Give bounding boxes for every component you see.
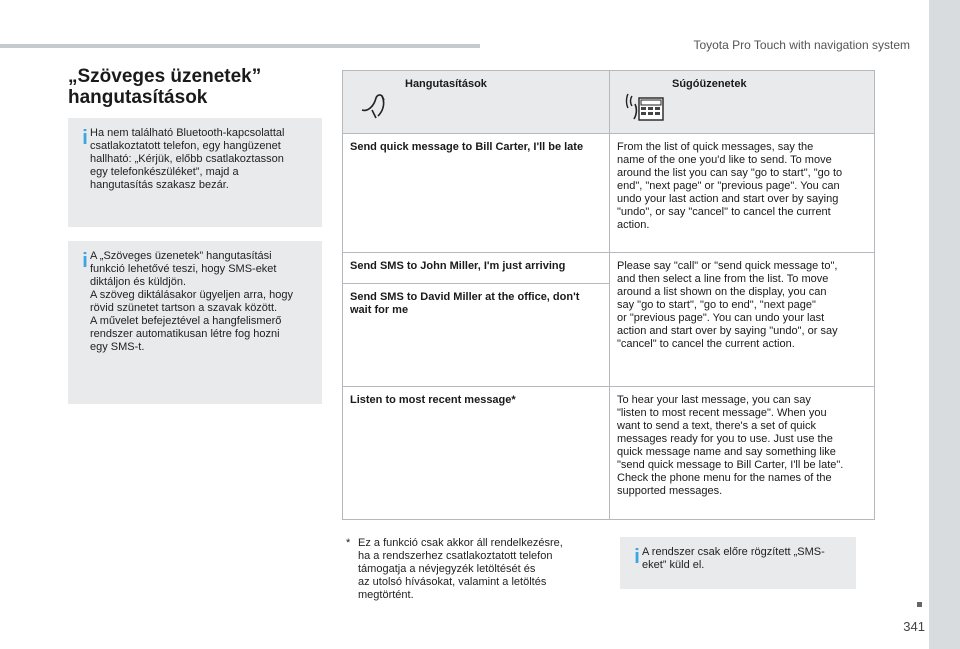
table-row [343, 253, 875, 284]
voice-command-table [342, 70, 875, 520]
info-box-text: Ha nem található Bluetooth-kapcsolattal csatlakoztatott telefon, egy hangüzenet hallható: „Kérjük, előbb csatlakoztasson egy telefonkészüléket”, majd a hangutasítás szakasz bezár. [90, 127, 285, 191]
page-edge-strip [929, 0, 960, 649]
command-cell: Send SMS to David Miller at the office, don't wait for me [343, 284, 610, 387]
command-cell: Listen to most recent message* [343, 387, 610, 520]
table-row [343, 134, 875, 253]
description-cell: From the list of quick messages, say the name of the one you'd like to send. To move around the list you can say "go to start", "go to end", "next page" or "previous page". You can undo your last action and start over by saying "undo", or say "cancel" to cancel the current action. [610, 134, 875, 253]
voice-help-message-icon [625, 88, 665, 122]
footnote-text: Ez a funkció csak akkor áll rendelkezésre, ha a rendszerhez csatlakoztatott telefon támogatja a névjegyzék letöltését és az utolsó hívásokat, valamint a letöltés megtörtént. [358, 537, 563, 601]
description-cell: Please say "call" or "send quick message to", and then select a line from the list. To move around a list shown on the display, you can say "go to start", "go to end", "next page" or "previous page". You can undo your last action and start over by saying "undo", or say "cancel" to cancel the current action. [610, 253, 875, 387]
info-icon: i [82, 127, 88, 149]
header-cell-commands [343, 71, 610, 134]
command-cell: Send quick message to Bill Carter, I'll be late [343, 134, 610, 253]
command-cell: Send SMS to John Miller, I'm just arriving [343, 253, 610, 284]
header-cell-help [610, 71, 875, 134]
running-header: Toyota Pro Touch with navigation system [693, 38, 910, 52]
info-box-text: A rendszer csak előre rögzített „SMS- eket” küld el. [642, 546, 825, 571]
header-label: Súgóüzenetek [672, 78, 747, 90]
info-icon: i [634, 546, 640, 568]
page-number: 341 [903, 619, 925, 634]
voice-command-icon [358, 88, 392, 120]
footnote-marker: * [346, 537, 351, 549]
header-label: Hangutasítások [405, 78, 487, 90]
info-box-text: A „Szöveges üzenetek” hangutasítási funkció lehetővé teszi, hogy SMS-eket diktáljon és küldjön. A szöveg diktálásakor ügyeljen arra, hogy rövid szünetet tartson a szavak között. A művelet befejeztével a hangfelismerő rendszer automatikusan létre fog hozni egy SMS-t. [90, 250, 294, 353]
table-row [343, 387, 875, 520]
info-box-bluetooth [68, 118, 322, 227]
info-box-dictation [68, 241, 322, 404]
continuation-marker [917, 602, 922, 607]
description-cell: To hear your last message, you can say "listen to most recent message". When you want to send a text, there's a set of quick messages ready for you to use. Just use the quick message name and say something like "send quick message to Bill Carter, I'll be late". Check the phone menu for the names of the supported messages. [610, 387, 875, 520]
table-header-row [343, 71, 875, 134]
info-box-predefined-sms [620, 537, 856, 589]
header-rule [0, 44, 480, 48]
section-title: „Szöveges üzenetek” hangutasítások [68, 66, 262, 108]
info-icon: i [82, 250, 88, 272]
